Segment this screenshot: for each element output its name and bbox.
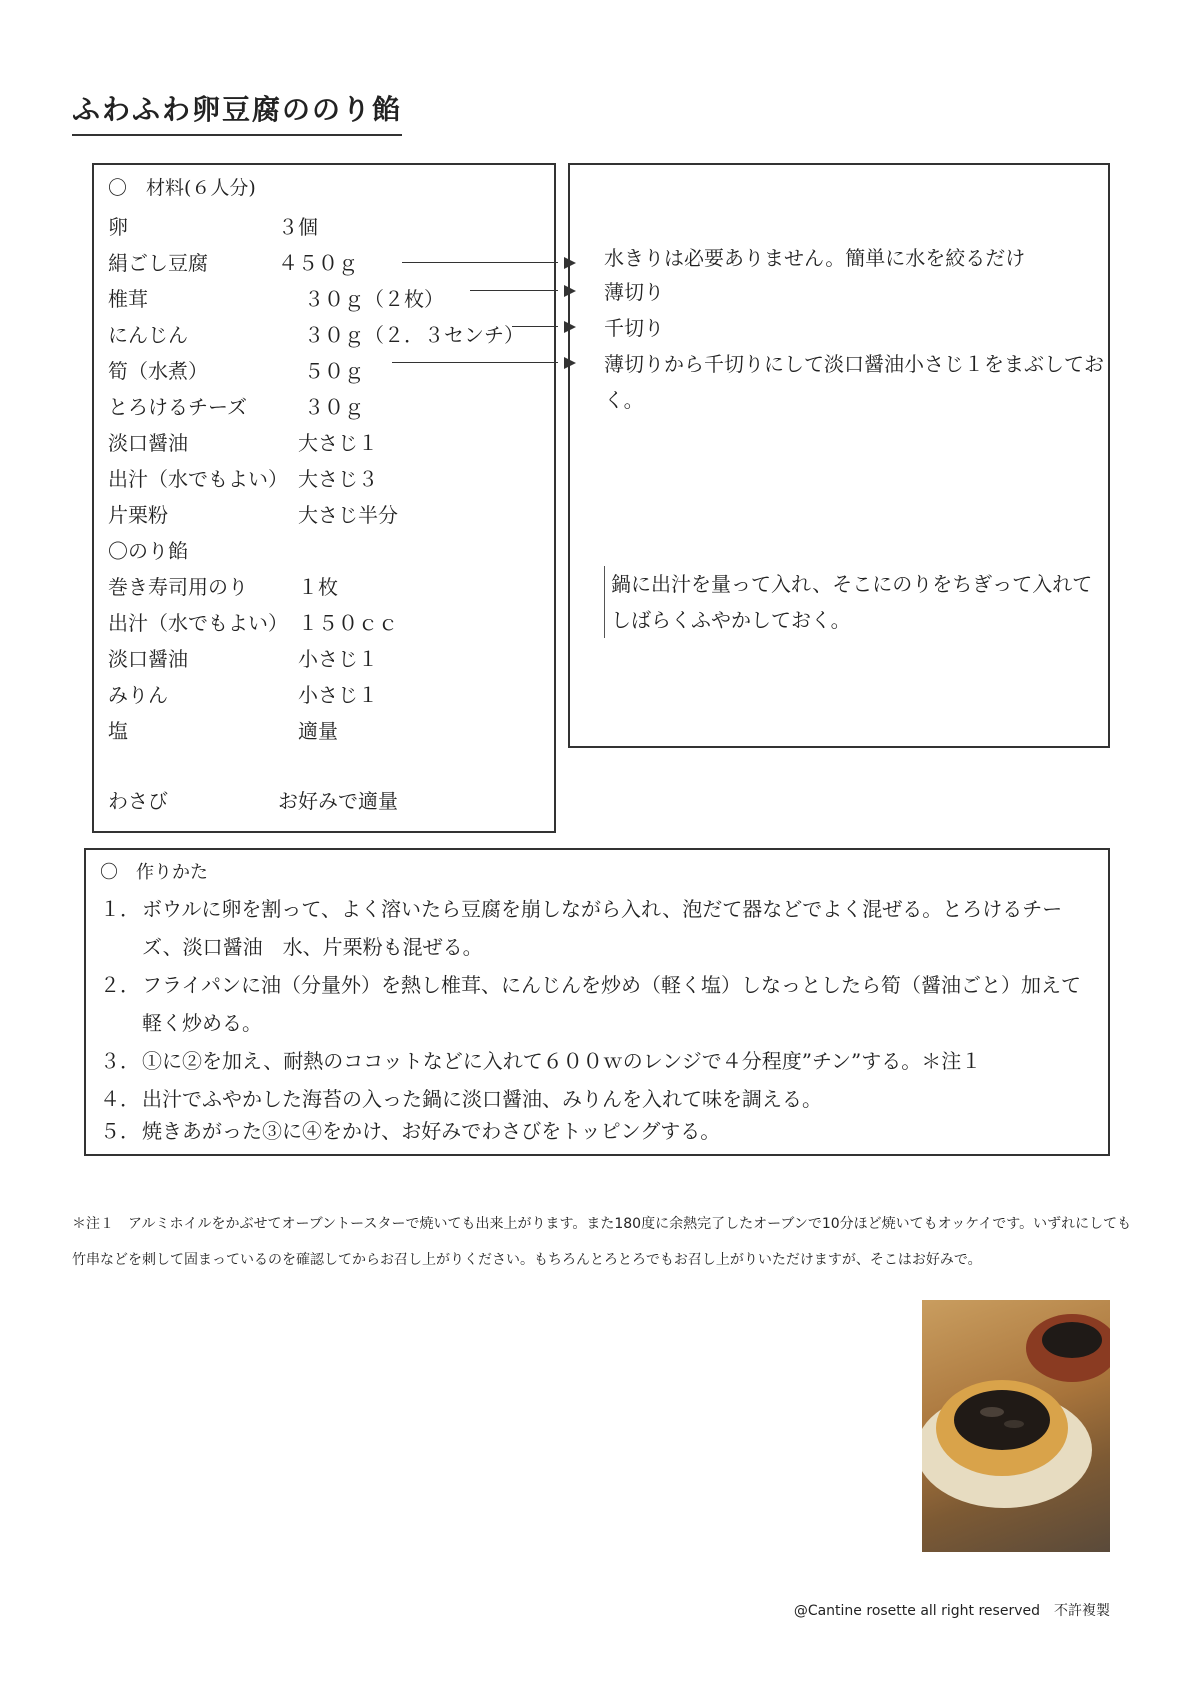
sauce-ingredient-row <box>108 607 548 643</box>
dish-photo <box>922 1300 1110 1552</box>
method-box <box>84 848 1110 1156</box>
ingredient-row <box>108 427 548 463</box>
ingredient-name: にんじん <box>108 323 188 347</box>
ingredient-amount: ３０ｇ（２枚） <box>304 287 444 311</box>
ingredient-row <box>108 211 548 247</box>
step-text: 焼きあがった③に④をかけ、お好みでわさびをトッピングする。 <box>142 1119 721 1143</box>
ingredient-name: 筍（水煮） <box>108 359 208 383</box>
method-step <box>100 1112 1100 1150</box>
ingredient-row <box>108 391 548 427</box>
ingredient-row <box>108 499 548 535</box>
connector-line <box>470 290 558 291</box>
note-bamboo: 薄切りから千切りにして淡口醤油小さじ１をまぶしておく。 <box>604 352 1104 412</box>
ingredient-amount: ３０ｇ（２．３センチ） <box>304 323 524 347</box>
ingredient-amount: 小さじ１ <box>298 683 378 707</box>
ingredients-box <box>92 163 556 833</box>
method-heading: 〇 作りかた <box>100 862 208 883</box>
step-number: ４． <box>100 1087 140 1111</box>
connector-line <box>392 362 558 363</box>
step-text: フライパンに油（分量外）を熱し椎茸、にんじんを炒め（軽く塩）しなっとしたら筍（醤油ごと）加えて軽く炒める。 <box>142 973 1081 1035</box>
footnote: ＊注１ アルミホイルをかぶせてオーブントースターで焼いても出来上がります。また180度に余熱完了したオーブンで10分ほど焼いてもオッケイです。いずれにしても竹串などを刺して固まっているのを確認してからお召し上がりください。もちろんとろとろでもお召し上がりいただけますが、そこはお好みで。 <box>72 1216 1132 1268</box>
ingredient-row <box>108 463 548 499</box>
ingredient-name: 出汁（水でもよい） <box>108 611 288 635</box>
ingredient-amount: 小さじ１ <box>298 647 378 671</box>
sauce-ingredient-row <box>108 715 548 751</box>
ingredient-name: みりん <box>108 683 168 707</box>
step-text: ボウルに卵を割って、よく溶いたら豆腐を崩しながら入れ、泡だて器などでよく混ぜる。とろけるチーズ、淡口醤油 水、片栗粉も混ぜる。 <box>142 897 1063 959</box>
ingredients-heading: 〇 材料(６人分) <box>108 177 256 199</box>
note-shiitake: 薄切り <box>604 280 664 304</box>
ingredient-name: わさび <box>108 789 168 813</box>
dish-photo-illustration <box>922 1300 1110 1552</box>
ingredient-name: 絹ごし豆腐 <box>108 251 208 275</box>
note-tofu: 水きりは必要ありません。簡単に水を絞るだけ <box>604 246 1026 270</box>
connector-line <box>512 326 558 327</box>
ingredient-name: 淡口醤油 <box>108 647 188 671</box>
sauce-ingredient-row <box>108 571 548 607</box>
ingredient-row <box>108 355 548 391</box>
ingredient-row <box>108 319 548 355</box>
ingredient-amount: １枚 <box>298 575 338 599</box>
method-step <box>100 966 1100 1042</box>
ingredient-name: 淡口醤油 <box>108 431 188 455</box>
ingredient-name: 片栗粉 <box>108 503 168 527</box>
step-number: ５． <box>100 1119 140 1143</box>
step-number: ２． <box>100 973 140 997</box>
ingredient-row <box>108 283 548 319</box>
sauce-heading: 〇のり餡 <box>108 539 188 563</box>
connector-line <box>402 262 558 263</box>
step-number: ３． <box>100 1049 140 1073</box>
note-carrot: 千切り <box>604 316 664 340</box>
page-title: ふわふわ卵豆腐ののり餡 <box>72 88 402 136</box>
ingredient-amount: 大さじ半分 <box>298 503 398 527</box>
ingredient-name: 出汁（水でもよい） <box>108 467 288 491</box>
ingredient-amount: １５０ｃｃ <box>298 611 398 635</box>
ingredient-name: 椎茸 <box>108 287 148 311</box>
ingredient-amount: ３０ｇ <box>304 395 364 419</box>
copyright-notice: @Cantine rosette all right reserved 不許複製 <box>793 1603 1110 1619</box>
ingredient-amount: お好みで適量 <box>278 789 398 813</box>
ingredient-name: とろけるチーズ <box>108 395 247 419</box>
ingredient-name: 卵 <box>108 215 128 239</box>
method-step <box>100 1042 1100 1080</box>
sauce-heading-row <box>108 535 548 571</box>
ingredient-amount: 大さじ３ <box>298 467 378 491</box>
note-nori: 鍋に出汁を量って入れ、そこにのりをちぎって入れてしばらくふやかしておく。 <box>604 566 1111 638</box>
sauce-ingredient-row <box>108 643 548 679</box>
sauce-ingredient-row <box>108 679 548 715</box>
step-text: 出汁でふやかした海苔の入った鍋に淡口醤油、みりんを入れて味を調える。 <box>142 1087 822 1111</box>
ingredient-amount: 大さじ１ <box>298 431 378 455</box>
ingredient-amount: ４５０ｇ <box>278 251 358 275</box>
step-text: ①に②を加え、耐熱のココットなどに入れて６００ｗのレンジで４分程度”チン”する。＊注１ <box>142 1049 982 1073</box>
extra-ingredient-row <box>108 785 548 821</box>
ingredient-row <box>108 247 548 283</box>
method-step <box>100 890 1100 966</box>
ingredient-amount: ５０ｇ <box>304 359 364 383</box>
ingredient-name: 塩 <box>108 719 128 743</box>
ingredient-amount: 適量 <box>298 719 338 743</box>
step-number: １． <box>100 897 140 921</box>
ingredient-amount: ３個 <box>278 215 318 239</box>
ingredient-name: 巻き寿司用のり <box>108 575 248 599</box>
